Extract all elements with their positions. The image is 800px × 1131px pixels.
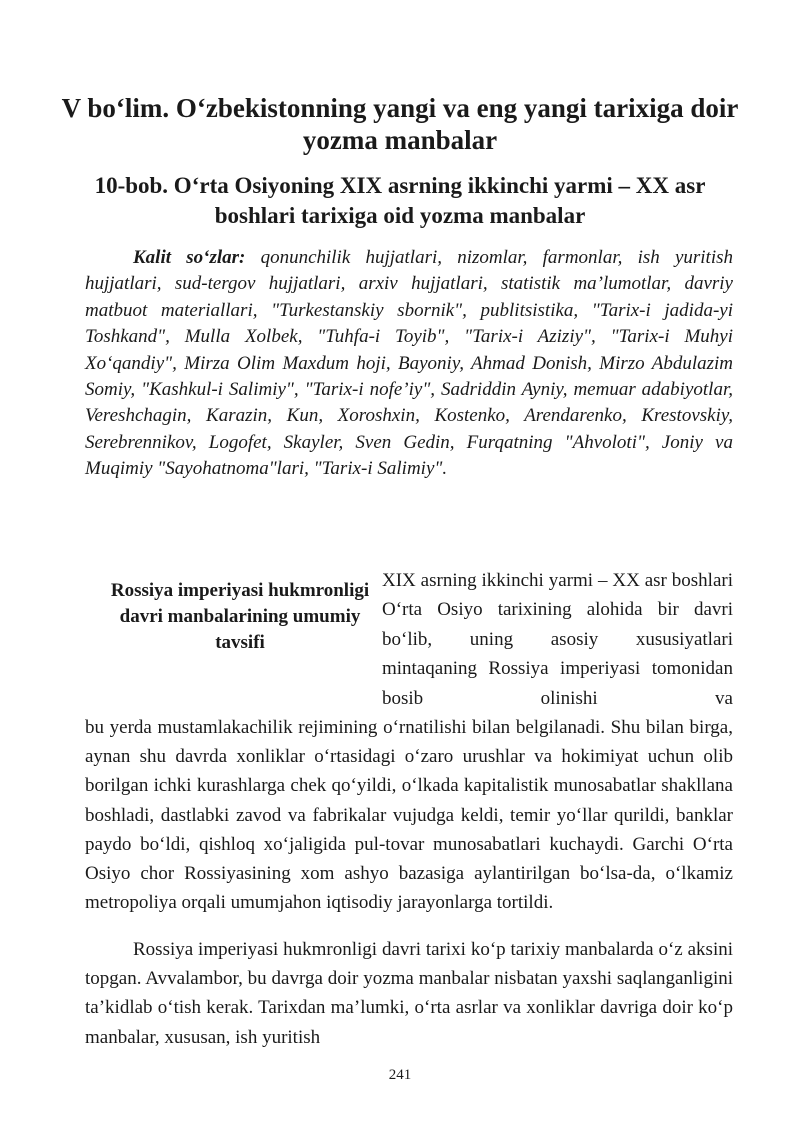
page-number: 241	[388, 1067, 412, 1083]
keywords-text: qonunchilik hujjatlari, nizomlar, farmonlar, ish yuritish hujjatlari, sud-tergov hujjatlari, arxiv hujjatlari, statistik ma’lumotlar, davriy matbuot materiallari, "Turkestanskiy sbornik", publitsistika, "Tarix-i jadida-yi Toshkand", Mulla Xolbek, "Tuhfa-i Toyib", "Tarix-i Aziziy", "Tarix-i Muhyi Xo‘qandiy", Mirza Olim Maxdum hoji, Bayoniy, Ahmad Donish, Mirzo Abdulazim Somiy, "Kashkul-i Salimiy", "Tarix-i nofe’iy", Sadriddin Ayniy, memuar adabiyotlar, Vereshchagin, Karazin, Kun, Xoroshxin, Kostenko, Arendarenko, Krestovskiy, Serebrennikov, Logofet, Skayler, Sven Gedin, Furqatning "Ahvoloti", Joniy va Muqimiy "Sayohatnoma"lari, "Tarix-i Salimiy".	[85, 247, 734, 480]
paragraph-1-full-part: bu yerda mustamlakachilik rejimining o‘rnatilishi bilan belgilanadi. Shu bilan birga, aynan shu davrda xonliklar o‘rtasidagi o‘zaro urushlar va hokimiyat uchun olib borilgan ichki kurashlarga chek qo‘yildi, o‘lkada kapitalistik munosabatlar shakllana boshladi, dastlabki zavod va fabrikalar vujudga keldi, temir yo‘llar qurildi, banklar paydo bo‘ldi, qishloq xo‘jaligida pul-tovar munosabatlari kuchaydi. Garchi O‘rta Osiyo chor Rossiyasining xom ashyo bazasiga aylantirilgan bo‘lsa-da, o‘lkamiz metropoliya orqali umumjahon iqtisodiy jarayonlarga tortildi.	[85, 717, 733, 914]
paragraph-2: Rossiya imperiyasi hukmronligi davri tarixi ko‘p tarixiy manbalarda o‘z aksini topgan. Avvalambor, bu davrga doir yozma manbalar nisbatan yaxshi saqlanganligini ta’kidlab o‘tish kerak. Tarixdan ma’lumki, o‘rta asrlar va xonliklar davriga doir ko‘p manbalar, xususan, ish yuritish	[85, 939, 733, 1048]
part-title: V bo‘lim. O‘zbekistonning yangi va eng yangi tarixiga doir yozma manbalar	[61, 93, 739, 155]
chapter-title: 10-bob. O‘rta Osiyoning XIX asrning ikkinchi yarmi – XX asr boshlari tarixiga oid yozma manbalar	[94, 173, 706, 228]
section-heading: Rossiya imperiyasi hukmronligi davri manbalarining umumiy tavsifi	[110, 580, 370, 653]
keywords-label: Kalit so‘zlar:	[133, 247, 246, 268]
paragraph-1-column-part: XIX asrning ikkinchi yarmi – XX asr boshlari O‘rta Osiyo tarixining alohida bir davri bo‘lib, uning asosiy xususiyatlari mintaqaning Rossiya imperiyasi tomonidan bosib olinishi va	[382, 570, 733, 709]
keywords-paragraph	[85, 245, 733, 483]
